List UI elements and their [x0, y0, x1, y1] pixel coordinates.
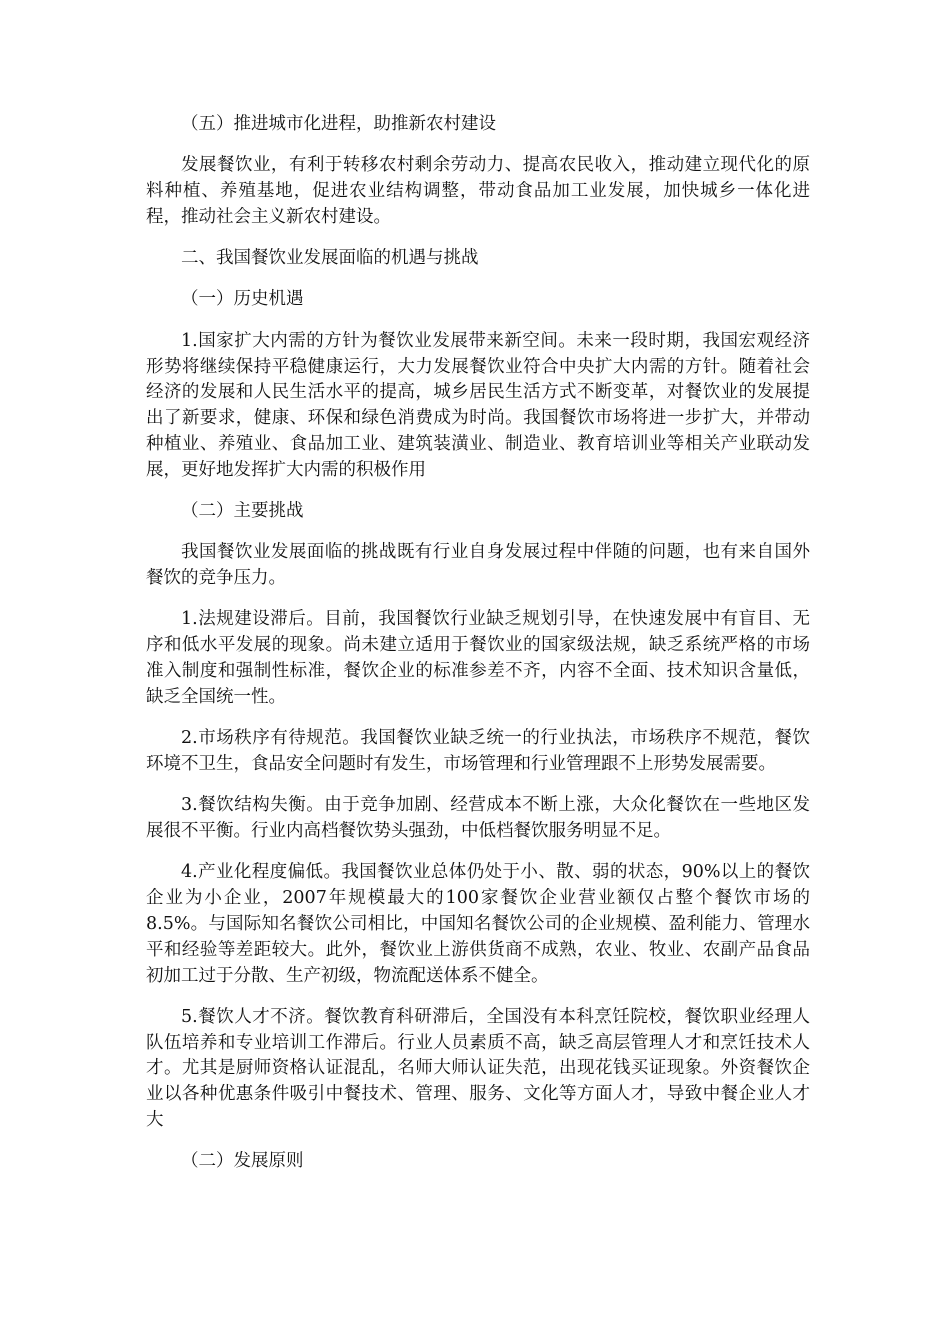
body-paragraph: 5.餐饮人才不济。餐饮教育科研滞后，全国没有本科烹饪院校，餐饮职业经理人队伍培养和专业培训工作滞后。行业人员素质不高，缺乏高层管理人才和烹饪技术人才。尤其是厨师资格认证混乱，名师大师认证失范，出现花钱买证现象。外资餐饮企业以各种优惠条件吸引中餐技术、管理、服务、文化等方面人才，导致中餐企业人才大 — [146, 1006, 810, 1130]
body-paragraph: 3.餐饮结构失衡。由于竞争加剧、经营成本不断上涨，大众化餐饮在一些地区发展很不平衡。行业内高档餐饮势头强劲，中低档餐饮服务明显不足。 — [146, 795, 810, 842]
body-paragraph: 发展餐饮业，有利于转移农村剩余劳动力、提高农民收入，推动建立现代化的原料种植、养殖基地，促进农业结构调整，带动食品加工业发展，加快城乡一体化进程，推动社会主义新农村建设。 — [146, 155, 810, 227]
body-paragraph: 4.产业化程度偏低。我国餐饮业总体仍处于小、散、弱的状态，90%以上的餐饮企业为小企业，2007年规模最大的100家餐饮企业营业额仅占整个餐饮市场的8.5%。与国际知名餐饮公司相比，中国知名餐饮公司的企业规模、盈利能力、管理水平和经验等差距较大。此外，餐饮业上游供货商不成熟，农业、牧业、农副产品食品初加工过于分散、生产初级，物流配送体系不健全。 — [146, 862, 810, 986]
subsection-heading: （二）发展原则 — [181, 1151, 304, 1172]
body-paragraph: 我国餐饮业发展面临的挑战既有行业自身发展过程中伴随的问题，也有来自国外餐饮的竞争压力。 — [146, 542, 810, 589]
subsection-heading: （一）历史机遇 — [181, 289, 304, 310]
subsection-heading: （二）主要挑战 — [181, 501, 304, 522]
body-paragraph: 2.市场秩序有待规范。我国餐饮业缺乏统一的行业执法，市场秩序不规范，餐饮环境不卫生，食品安全问题时有发生，市场管理和行业管理跟不上形势发展需要。 — [146, 728, 810, 774]
document-page — [146, 112, 810, 1191]
section-heading: 二、我国餐饮业发展面临的机遇与挑战 — [181, 248, 479, 269]
body-paragraph: 1.法规建设滞后。目前，我国餐饮行业缺乏规划引导，在快速发展中有盲目、无序和低水平发展的现象。尚未建立适用于餐饮业的国家级法规，缺乏系统严格的市场准入制度和强制性标准，餐饮企业的标准参差不齐，内容不全面、技术知识含量低，缺乏全国统一性。 — [146, 609, 810, 707]
body-paragraph: 1.国家扩大内需的方针为餐饮业发展带来新空间。未来一段时期，我国宏观经济形势将继续保持平稳健康运行，大力发展餐饮业符合中央扩大内需的方针。随着社会经济的发展和人民生活水平的提高，城乡居民生活方式不断变革，对餐饮业的发展提出了新要求，健康、环保和绿色消费成为时尚。我国餐饮市场将进一步扩大，并带动种植业、养殖业、食品加工业、建筑装潢业、制造业、教育培训业等相关产业联动发展，更好地发挥扩大内需的积极作用 — [146, 330, 810, 480]
section-heading: （五）推进城市化进程，助推新农村建设 — [181, 114, 496, 134]
